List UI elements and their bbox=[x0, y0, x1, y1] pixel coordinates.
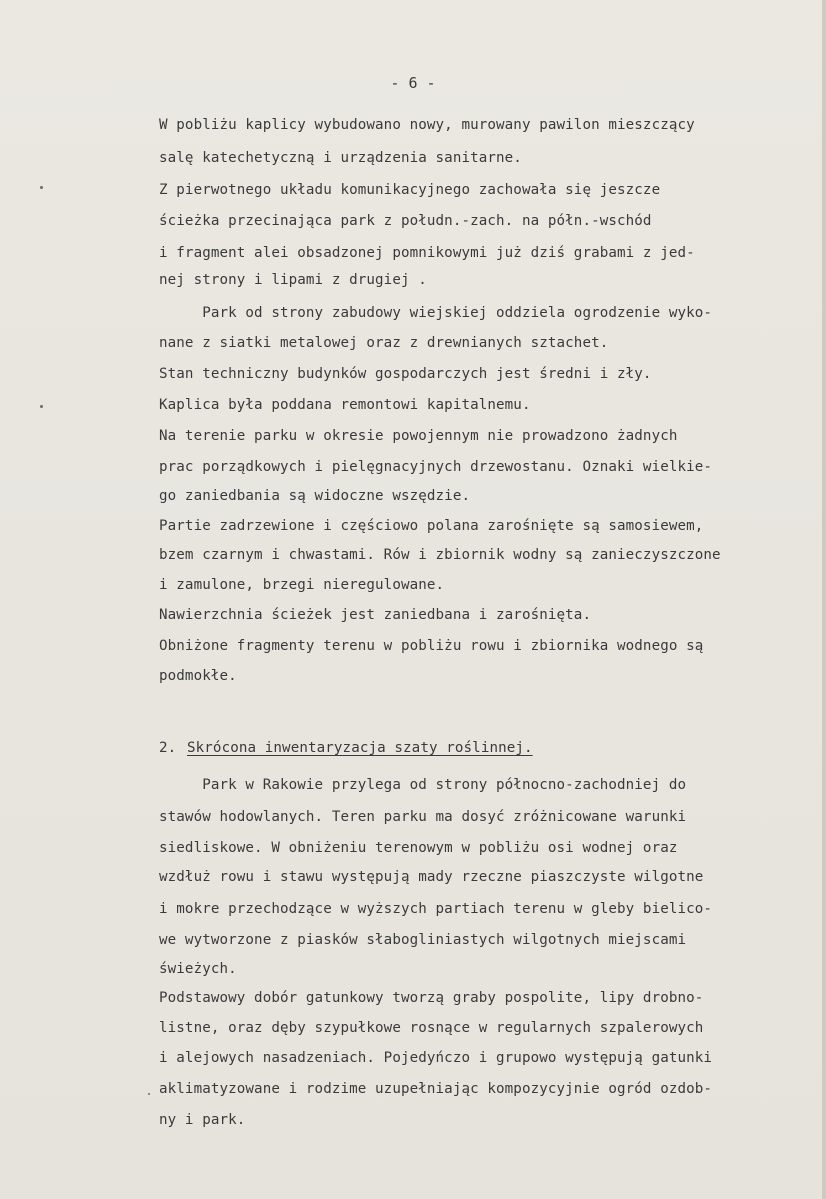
text-line: stawów hodowlanych. Teren parku ma dosyć zróżnicowane warunki bbox=[159, 809, 687, 825]
text-line: i fragment alei obsadzonej pomnikowymi już dziś grabami z jed- bbox=[159, 245, 695, 261]
text-line: Nawierzchnia ścieżek jest zaniedbana i zarośnięta. bbox=[159, 607, 592, 623]
page-edge bbox=[822, 0, 826, 1199]
section-number: 2. bbox=[159, 740, 177, 756]
text-line: Obniżone fragmenty terenu w pobliżu rowu i zbiornika wodnego są bbox=[159, 638, 704, 654]
text-line: W pobliżu kaplicy wybudowano nowy, murowany pawilon mieszczący bbox=[159, 117, 695, 133]
text-line: podmokłe. bbox=[159, 668, 237, 684]
text-line: Partie zadrzewione i częściowo polana zarośnięte są samosiewem, bbox=[159, 518, 704, 534]
paper-speck bbox=[40, 186, 43, 189]
text-line: Park od strony zabudowy wiejskiej oddziela ogrodzenie wyko- bbox=[159, 305, 713, 321]
text-line: ścieżka przecinająca park z połudn.-zach. na półn.-wschód bbox=[159, 213, 652, 229]
text-line: Podstawowy dobór gatunkowy tworzą graby pospolite, lipy drobno- bbox=[159, 990, 704, 1006]
text-line: i mokre przechodzące w wyższych partiach terenu w gleby bielico- bbox=[159, 901, 713, 917]
text-line: aklimatyzowane i rodzime uzupełniając kompozycyjnie ogród ozdob- bbox=[159, 1081, 713, 1097]
text-line: Park w Rakowie przylega od strony północno-zachodniej do bbox=[159, 777, 687, 793]
text-line: prac porządkowych i pielęgnacyjnych drzewostanu. Oznaki wielkie- bbox=[159, 459, 713, 475]
text-line: Z pierwotnego układu komunikacyjnego zachowała się jeszcze bbox=[159, 182, 661, 198]
text-line: we wytworzone z piasków słabogliniastych wilgotnych miejscami bbox=[159, 932, 687, 948]
text-line: bzem czarnym i chwastami. Rów i zbiornik wodny są zanieczyszczone bbox=[159, 547, 721, 563]
text-line: nane z siatki metalowej oraz z drewnianych sztachet. bbox=[159, 335, 609, 351]
text-line: i zamulone, brzegi nieregulowane. bbox=[159, 577, 445, 593]
section-title: Skrócona inwentaryzacja szaty roślinnej. bbox=[187, 740, 533, 756]
text-line: siedliskowe. W obniżeniu terenowym w pobliżu osi wodnej oraz bbox=[159, 840, 678, 856]
text-line: salę katechetyczną i urządzenia sanitarne. bbox=[159, 150, 522, 166]
paper-speck bbox=[40, 405, 43, 408]
text-line: Kaplica była poddana remontowi kapitalnemu. bbox=[159, 397, 531, 413]
text-line: ny i park. bbox=[159, 1112, 246, 1128]
text-line: listne, oraz dęby szypułkowe rosnące w regularnych szpalerowych bbox=[159, 1020, 704, 1036]
paper-speck bbox=[148, 1093, 150, 1095]
text-line: i alejowych nasadzeniach. Pojedyńczo i grupowo występują gatunki bbox=[159, 1050, 713, 1066]
text-line: Stan techniczny budynków gospodarczych jest średni i zły. bbox=[159, 366, 652, 382]
text-line: wzdłuż rowu i stawu występują mady rzeczne piaszczyste wilgotne bbox=[159, 869, 704, 885]
text-line: go zaniedbania są widoczne wszędzie. bbox=[159, 488, 471, 504]
text-line: Na terenie parku w okresie powojennym nie prowadzono żadnych bbox=[159, 428, 678, 444]
text-line: świeżych. bbox=[159, 961, 237, 977]
text-line: nej strony i lipami z drugiej . bbox=[159, 272, 427, 288]
page-number: - 6 - bbox=[390, 74, 436, 92]
